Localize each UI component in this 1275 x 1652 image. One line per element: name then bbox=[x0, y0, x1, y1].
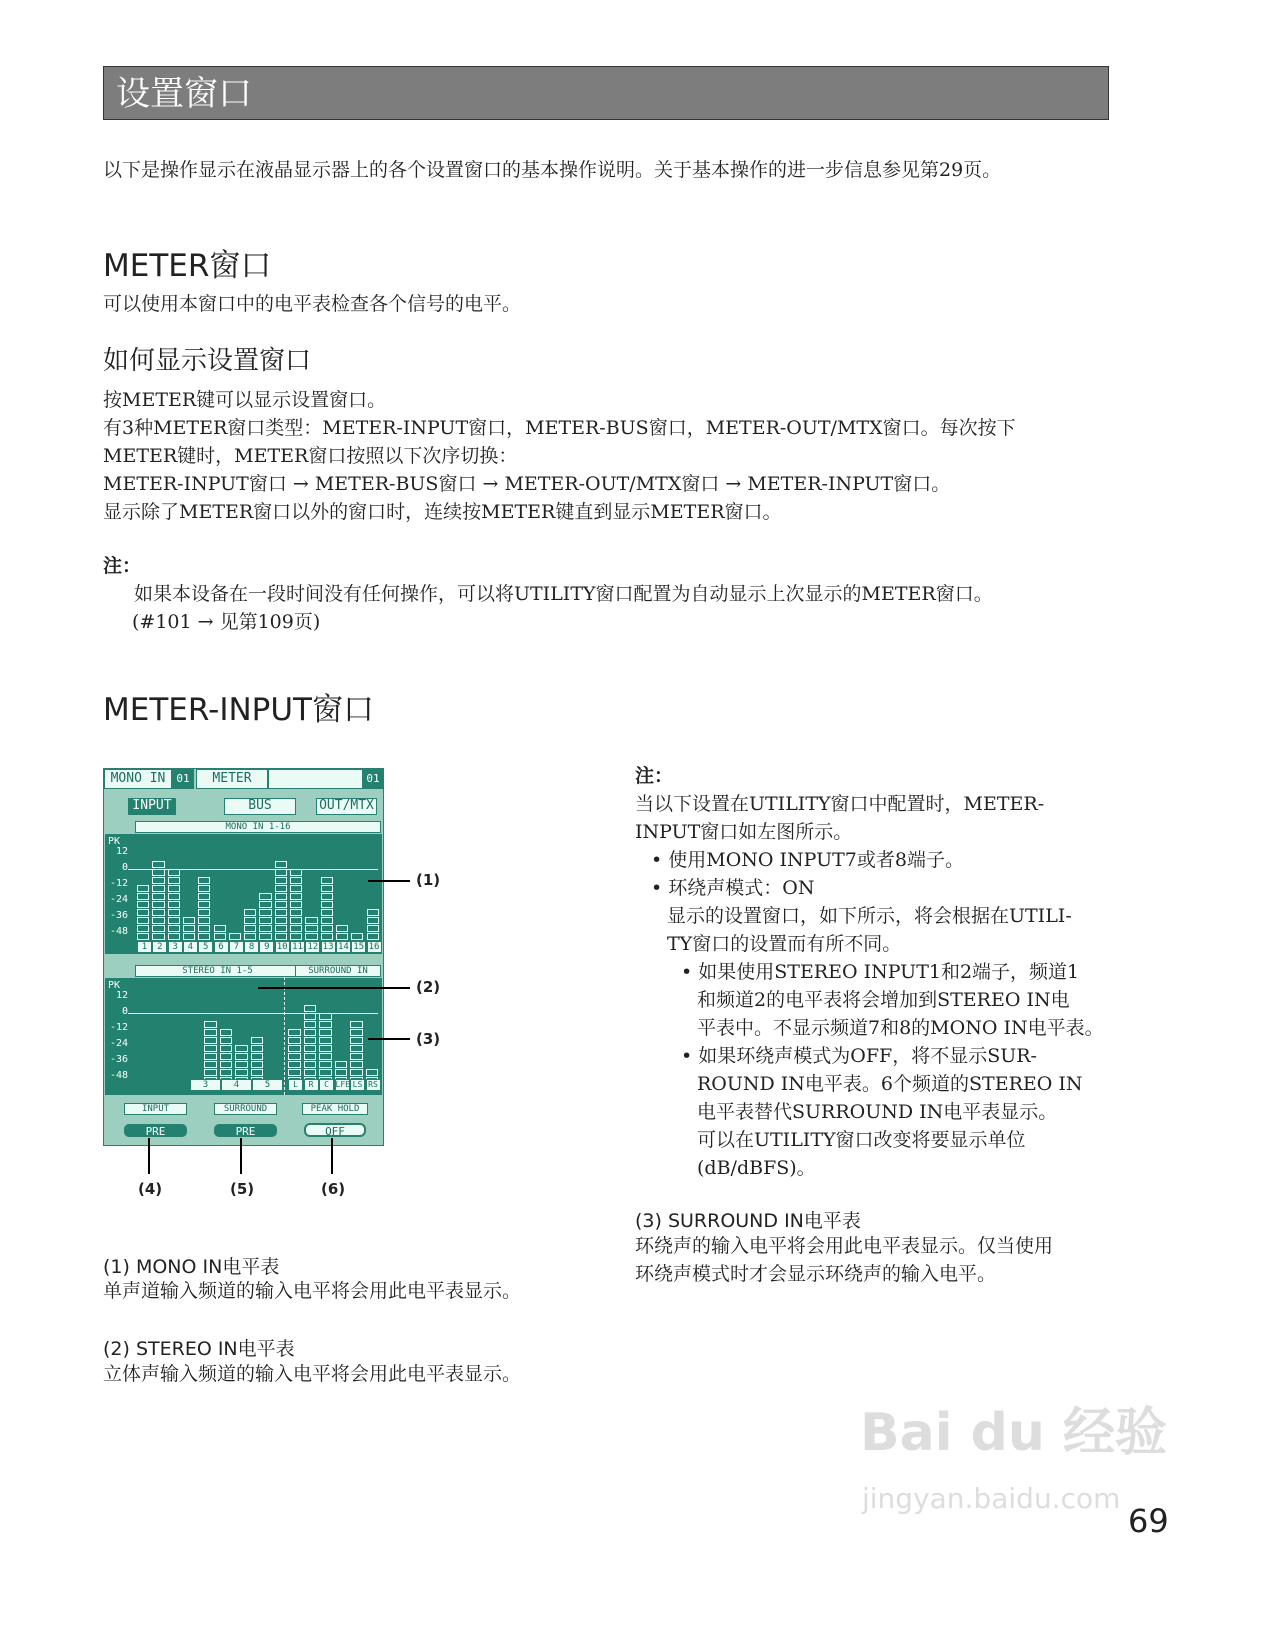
mono-meter-segment bbox=[152, 893, 164, 900]
mono-channel-label: 6 bbox=[214, 941, 229, 953]
line: METER-INPUT窗口 → METER-BUS窗口 → METER-OUT/MTX窗口 → METER-INPUT窗口。 bbox=[103, 473, 951, 495]
surround-channel-label: LFE bbox=[335, 1080, 350, 1089]
mono-meter-segment bbox=[275, 925, 287, 932]
surround-channel-label: LS bbox=[350, 1079, 365, 1091]
page-number: 69 bbox=[1128, 1502, 1169, 1540]
mono-meter-segment bbox=[198, 909, 210, 916]
stereo-meter-title: (2) STEREO IN电平表 bbox=[103, 1338, 295, 1360]
line: 有3种METER窗口类型：METER-INPUT窗口，METER-BUS窗口，METER-OUT/MTX窗口。每次按下 bbox=[103, 417, 1016, 439]
stereo-meter-segment bbox=[204, 1029, 217, 1036]
mono-meter-segment bbox=[168, 933, 180, 940]
surround-meter-segment bbox=[304, 1061, 317, 1068]
mono-channel-label: 14 bbox=[336, 941, 351, 953]
bullet-text: 环绕声模式：ON bbox=[668, 877, 815, 899]
stereo-scale-tick: -24 bbox=[110, 1038, 129, 1049]
surround-meter-segment bbox=[304, 1069, 317, 1076]
mono-channel-label: 12 bbox=[305, 941, 320, 953]
bullet: • 使用MONO INPUT7或者8端子。 bbox=[651, 849, 964, 871]
mono-meter-segment bbox=[305, 925, 317, 932]
sub-bullet: • 如果使用STEREO INPUT1和2端子，频道1 bbox=[681, 961, 1080, 983]
stereo-meter-segment bbox=[251, 1045, 264, 1052]
mono-meter-segment bbox=[259, 917, 271, 924]
stereo-meter-segment bbox=[220, 1037, 233, 1044]
mono-meter-segment bbox=[259, 925, 271, 932]
surround-meter-segment bbox=[350, 1053, 363, 1060]
peak-hold-button[interactable]: OFF bbox=[304, 1123, 366, 1137]
surround-meter-segment bbox=[350, 1021, 363, 1028]
mono-meter-segment bbox=[152, 885, 164, 892]
line: 可以在UTILITY窗口改变将要显示单位 bbox=[697, 1129, 1026, 1151]
mono-meter-segment bbox=[259, 909, 271, 916]
mono-meter-segment bbox=[137, 917, 149, 924]
mono-meter-segment bbox=[321, 901, 333, 908]
text: 如果使用STEREO INPUT1和2端子，频道1 bbox=[698, 961, 1080, 983]
stereo-pk-label: PK bbox=[108, 980, 121, 991]
mono-meter-segment bbox=[198, 885, 210, 892]
line: 环绕声的输入电平将会用此电平表显示。仅当使用 bbox=[635, 1235, 1054, 1257]
mono-meter-segment bbox=[168, 885, 180, 892]
bullet-text: 使用MONO INPUT7或者8端子。 bbox=[668, 849, 964, 871]
stereo-meter-segment bbox=[204, 1021, 217, 1028]
mono-channel-label: 4 bbox=[183, 941, 198, 953]
stereo-meter-segment bbox=[204, 1061, 217, 1068]
stereo-scale-tick: 0 bbox=[121, 1006, 128, 1017]
stereo-meter-segment bbox=[251, 1069, 264, 1076]
mono-meter-segment bbox=[198, 893, 210, 900]
mono-meter-segment bbox=[321, 877, 333, 884]
mono-meter-segment bbox=[137, 885, 149, 892]
mono-pk-label: PK bbox=[108, 836, 121, 847]
mono-meter-segment bbox=[290, 909, 302, 916]
callout-4: (4) bbox=[138, 1180, 163, 1198]
line: 按METER键可以显示设置窗口。 bbox=[103, 389, 387, 411]
surround-meter-segment bbox=[319, 1053, 332, 1060]
surround-meter-segment bbox=[350, 1045, 363, 1052]
line: 如果本设备在一段时间没有任何操作，可以将UTILITY窗口配置为自动显示上次显示的METER窗口。 bbox=[134, 583, 993, 605]
mono-meter-segment bbox=[321, 885, 333, 892]
surround-channel-label: R bbox=[304, 1079, 319, 1091]
stereo-meter-segment bbox=[220, 1053, 233, 1060]
stereo-channel-label: 5 bbox=[252, 1079, 283, 1091]
stereo-meter-segment bbox=[204, 1053, 217, 1060]
surround-meter-segment bbox=[366, 1069, 379, 1076]
watermark-logo: Bai du 经验 bbox=[860, 1403, 1167, 1463]
intro-text: 以下是操作显示在液晶显示器上的各个设置窗口的基本操作说明。关于基本操作的进一步信息参见第29页。 bbox=[103, 159, 1002, 181]
mono-meter-segment bbox=[275, 901, 287, 908]
mono-meter-segment bbox=[275, 885, 287, 892]
callout-line-6 bbox=[331, 1138, 333, 1174]
mono-channel-label: 8 bbox=[244, 941, 259, 953]
stereo-channel-label: 4 bbox=[221, 1079, 252, 1091]
input-point-label: INPUT bbox=[124, 1103, 187, 1115]
mono-meter-segment bbox=[305, 917, 317, 924]
mono-meter-segment bbox=[336, 933, 348, 940]
mono-meter-segment bbox=[275, 909, 287, 916]
mono-channel-label: 11 bbox=[290, 941, 305, 953]
meter-desc: 可以使用本窗口中的电平表检查各个信号的电平。 bbox=[103, 293, 522, 315]
mono-meter-segment bbox=[198, 917, 210, 924]
surround-meter-segment bbox=[288, 1029, 301, 1036]
callout-1: (1) bbox=[416, 871, 441, 889]
stereo-channel-label: 3 bbox=[190, 1079, 221, 1091]
mono-meter-segment bbox=[275, 933, 287, 940]
surround-meter-segment bbox=[319, 1029, 332, 1036]
mono-meter-title: (1) MONO IN电平表 bbox=[103, 1256, 280, 1278]
mono-channel-label: 16 bbox=[367, 941, 382, 953]
scene-number: 01 bbox=[363, 769, 383, 789]
mono-zero-line bbox=[128, 869, 378, 870]
mono-meter-segment bbox=[152, 933, 164, 940]
mono-meter-segment bbox=[275, 877, 287, 884]
line: 当以下设置在UTILITY窗口中配置时，METER- bbox=[635, 793, 1045, 815]
surround-meter-segment bbox=[350, 1061, 363, 1068]
mono-meter-segment bbox=[321, 933, 333, 940]
mono-meter-segment bbox=[198, 877, 210, 884]
mono-meter-segment bbox=[168, 925, 180, 932]
line: 显示除了METER窗口以外的窗口时，连续按METER键直到显示METER窗口。 bbox=[103, 501, 782, 523]
mono-channel-label: 3 bbox=[168, 941, 183, 953]
mono-meter-segment bbox=[290, 877, 302, 884]
surround-meter-segment bbox=[288, 1061, 301, 1068]
mono-meter-segment bbox=[290, 901, 302, 908]
callout-line-4 bbox=[148, 1138, 150, 1174]
callout-5: (5) bbox=[230, 1180, 255, 1198]
mono-meter-segment bbox=[290, 925, 302, 932]
stereo-meter-segment bbox=[235, 1069, 248, 1076]
mono-meter-segment bbox=[367, 909, 379, 916]
callout-line-5 bbox=[240, 1138, 242, 1174]
note2-label: 注： bbox=[635, 765, 674, 787]
mono-scale-tick: 0 bbox=[121, 862, 128, 873]
mono-meter-segment bbox=[152, 869, 164, 876]
mono-meter-segment bbox=[198, 933, 210, 940]
window-title: METER bbox=[196, 769, 268, 789]
mono-meter-segment bbox=[321, 893, 333, 900]
mono-channel-label: 2 bbox=[152, 941, 167, 953]
mono-meter-segment bbox=[367, 933, 379, 940]
input-point-button[interactable]: PRE bbox=[124, 1124, 187, 1137]
mono-meter-segment bbox=[152, 877, 164, 884]
channel-number: 01 bbox=[172, 769, 194, 789]
stereo-scale-tick: -12 bbox=[110, 1022, 129, 1033]
surround-meter-segment bbox=[350, 1029, 363, 1036]
mono-meter-segment bbox=[321, 925, 333, 932]
stereo-scale-tick: -36 bbox=[110, 1054, 129, 1065]
line: METER键时，METER窗口按照以下次序切换： bbox=[103, 445, 518, 467]
callout-line-1 bbox=[368, 880, 410, 882]
surround-channel-label: L bbox=[288, 1079, 303, 1091]
stereo-meter-segment bbox=[235, 1053, 248, 1060]
surround-meter-segment bbox=[304, 1021, 317, 1028]
stereo-meter-segment bbox=[220, 1045, 233, 1052]
mono-header: MONO IN 1-16 bbox=[135, 821, 381, 833]
mono-meter-segment bbox=[152, 917, 164, 924]
mono-meter-segment bbox=[244, 925, 256, 932]
surround-channel-label: RS bbox=[366, 1079, 381, 1091]
line: 显示的设置窗口，如下所示，将会根据在UTILI- bbox=[667, 905, 1072, 927]
mono-meter-segment bbox=[336, 925, 348, 932]
mono-meter-segment bbox=[152, 901, 164, 908]
howto-heading: 如何显示设置窗口 bbox=[103, 346, 312, 376]
surround-meter-segment bbox=[288, 1069, 301, 1076]
tab-out-mtx[interactable]: OUT/MTX bbox=[316, 798, 377, 815]
mono-channel-label: 7 bbox=[229, 941, 244, 953]
mono-scale-tick: 12 bbox=[115, 846, 128, 857]
mono-meter-segment bbox=[290, 917, 302, 924]
surround-meter-segment bbox=[319, 1037, 332, 1044]
surround-header: SURROUND IN bbox=[295, 965, 381, 977]
mono-meter-segment bbox=[305, 933, 317, 940]
mono-meter-segment bbox=[214, 933, 226, 940]
mono-meter-segment bbox=[259, 893, 271, 900]
mono-meter-segment bbox=[168, 893, 180, 900]
stereo-meter-segment bbox=[235, 1045, 248, 1052]
mono-meter-segment bbox=[168, 917, 180, 924]
surround-meter-segment bbox=[350, 1069, 363, 1076]
mono-meter-segment bbox=[137, 901, 149, 908]
stereo-scale-tick: 12 bbox=[115, 990, 128, 1001]
stereo-meter-segment bbox=[251, 1061, 264, 1068]
mono-channel-label: 9 bbox=[259, 941, 274, 953]
mono-meter-segment bbox=[183, 925, 195, 932]
peak-hold-label: PEAK HOLD bbox=[302, 1103, 368, 1115]
mono-meter-segment bbox=[183, 933, 195, 940]
mono-meter-segment bbox=[351, 933, 363, 940]
surround-meter-segment bbox=[335, 1069, 348, 1076]
stereo-meter-desc: 立体声输入频道的输入电平将会用此电平表显示。 bbox=[103, 1363, 522, 1385]
mono-meter-segment bbox=[244, 933, 256, 940]
mono-meter-segment bbox=[152, 861, 164, 868]
stereo-meter-segment bbox=[204, 1069, 217, 1076]
callout-line-2 bbox=[258, 987, 410, 989]
mono-meter-segment bbox=[168, 869, 180, 876]
meter-input-heading: METER-INPUT窗口 bbox=[103, 692, 374, 728]
surround-meter-segment bbox=[304, 1037, 317, 1044]
callout-2: (2) bbox=[416, 978, 441, 996]
title-field bbox=[268, 769, 363, 789]
mono-scale-tick: -12 bbox=[110, 878, 129, 889]
stereo-meter-segment bbox=[251, 1037, 264, 1044]
mono-channel-label: 10 bbox=[275, 941, 290, 953]
surround-meter-desc bbox=[635, 1232, 1053, 1288]
mono-meter-segment bbox=[229, 933, 241, 940]
tab-bus[interactable]: BUS bbox=[224, 798, 296, 815]
stereo-header: STEREO IN 1-5 bbox=[135, 965, 300, 977]
mono-meter-segment bbox=[244, 917, 256, 924]
tab-input[interactable]: INPUT bbox=[128, 798, 176, 815]
line: 平表中。不显示频道7和8的MONO IN电平表。 bbox=[697, 1017, 1104, 1039]
mono-channel-label: 15 bbox=[351, 941, 366, 953]
mono-meter-segment bbox=[183, 917, 195, 924]
mono-meter-segment bbox=[290, 933, 302, 940]
mono-scale-tick: -24 bbox=[110, 894, 129, 905]
surround-meter-segment bbox=[350, 1037, 363, 1044]
surround-meter-segment bbox=[288, 1037, 301, 1044]
stereo-meter-segment bbox=[220, 1069, 233, 1076]
watermark-url: jingyan.baidu.com bbox=[862, 1482, 1121, 1515]
meter-input-screen bbox=[103, 768, 384, 1146]
stereo-meter-segment bbox=[251, 1053, 264, 1060]
surround-meter-segment bbox=[304, 1013, 317, 1020]
surround-channel-label: C bbox=[319, 1079, 334, 1091]
mono-meter-segment bbox=[244, 909, 256, 916]
surround-meter-segment bbox=[319, 1069, 332, 1076]
meter-heading: METER窗口 bbox=[103, 248, 272, 284]
mono-channel-label: 1 bbox=[137, 941, 152, 953]
line: 环绕声模式时才会显示环绕声的输入电平。 bbox=[635, 1263, 997, 1285]
mono-meter-segment bbox=[321, 917, 333, 924]
line: 和频道2的电平表将会增加到STEREO IN电 bbox=[697, 989, 1070, 1011]
stereo-meter-segment bbox=[220, 1029, 233, 1036]
mono-meter-segment bbox=[290, 869, 302, 876]
section-banner: 设置窗口 bbox=[103, 66, 1109, 120]
stereo-zero-line bbox=[128, 1013, 378, 1014]
mono-meter-segment bbox=[168, 901, 180, 908]
text: 如果环绕声模式为OFF，将不显示SUR- bbox=[698, 1045, 1037, 1067]
surround-meter-segment bbox=[335, 1061, 348, 1068]
mono-meter-segment bbox=[168, 909, 180, 916]
mono-meter-segment bbox=[168, 877, 180, 884]
line: (dB/dBFS)。 bbox=[697, 1157, 816, 1179]
mono-meter-segment bbox=[290, 885, 302, 892]
surround-meter-segment bbox=[288, 1045, 301, 1052]
stereo-meter-segment bbox=[204, 1037, 217, 1044]
line: 电平表替代SURROUND IN电平表显示。 bbox=[697, 1101, 1058, 1123]
note-body bbox=[134, 580, 993, 636]
mono-scale-tick: -48 bbox=[110, 926, 129, 937]
surround-meter-segment bbox=[288, 1053, 301, 1060]
bullet: • 环绕声模式：ON bbox=[651, 877, 815, 899]
mono-meter-desc: 单声道输入频道的输入电平将会用此电平表显示。 bbox=[103, 1280, 522, 1302]
surround-meter-segment bbox=[304, 1005, 317, 1012]
mono-meter-segment bbox=[198, 925, 210, 932]
mono-meter-segment bbox=[152, 909, 164, 916]
howto-body bbox=[103, 386, 1016, 526]
mono-meter-segment bbox=[137, 933, 149, 940]
line: (#101 → 见第109页) bbox=[132, 611, 321, 633]
mono-meter-segment bbox=[259, 933, 271, 940]
note-label: 注： bbox=[103, 555, 142, 577]
mono-meter-segment bbox=[275, 861, 287, 868]
mono-meter-segment bbox=[275, 893, 287, 900]
mono-meter-segment bbox=[367, 917, 379, 924]
mono-meter-segment bbox=[137, 893, 149, 900]
note2-body bbox=[635, 790, 1115, 1182]
mono-meter-segment bbox=[259, 901, 271, 908]
stereo-meter-segment bbox=[220, 1061, 233, 1068]
surround-point-button[interactable]: PRE bbox=[214, 1124, 277, 1137]
mono-meter-segment bbox=[275, 917, 287, 924]
mono-meter-segment bbox=[152, 925, 164, 932]
surround-point-label: SURROUND bbox=[214, 1103, 277, 1115]
channel-label: MONO IN bbox=[104, 769, 172, 789]
mono-scale-tick: -36 bbox=[110, 910, 129, 921]
stereo-meter-segment bbox=[235, 1061, 248, 1068]
surround-meter-segment bbox=[304, 1053, 317, 1060]
line: INPUT窗口如左图所示。 bbox=[635, 821, 853, 843]
mono-meter-segment bbox=[214, 925, 226, 932]
stereo-meter-segment bbox=[204, 1045, 217, 1052]
mono-channel-label: 13 bbox=[321, 941, 336, 953]
line: TY窗口的设置而有所不同。 bbox=[667, 933, 902, 955]
surround-meter-segment bbox=[319, 1013, 332, 1020]
surround-meter-segment bbox=[319, 1045, 332, 1052]
mono-meter-segment bbox=[275, 869, 287, 876]
mono-meter-segment bbox=[321, 909, 333, 916]
mono-meter-segment bbox=[367, 925, 379, 932]
line: ROUND IN电平表。6个频道的STEREO IN bbox=[697, 1073, 1083, 1095]
sub-bullet: • 如果环绕声模式为OFF，将不显示SUR- bbox=[681, 1045, 1037, 1067]
stereo-scale-tick: -48 bbox=[110, 1070, 129, 1081]
surround-meter-title: (3) SURROUND IN电平表 bbox=[635, 1210, 861, 1232]
mono-meter-segment bbox=[137, 909, 149, 916]
mono-meter-segment bbox=[137, 925, 149, 932]
surround-meter-segment bbox=[319, 1061, 332, 1068]
mono-channel-label: 5 bbox=[198, 941, 213, 953]
mono-meter-segment bbox=[198, 901, 210, 908]
surround-meter-segment bbox=[304, 1029, 317, 1036]
callout-6: (6) bbox=[321, 1180, 346, 1198]
callout-3: (3) bbox=[416, 1030, 441, 1048]
surround-meter-segment bbox=[304, 1045, 317, 1052]
mono-meter-segment bbox=[290, 893, 302, 900]
callout-line-3 bbox=[368, 1038, 410, 1040]
surround-meter-segment bbox=[319, 1021, 332, 1028]
